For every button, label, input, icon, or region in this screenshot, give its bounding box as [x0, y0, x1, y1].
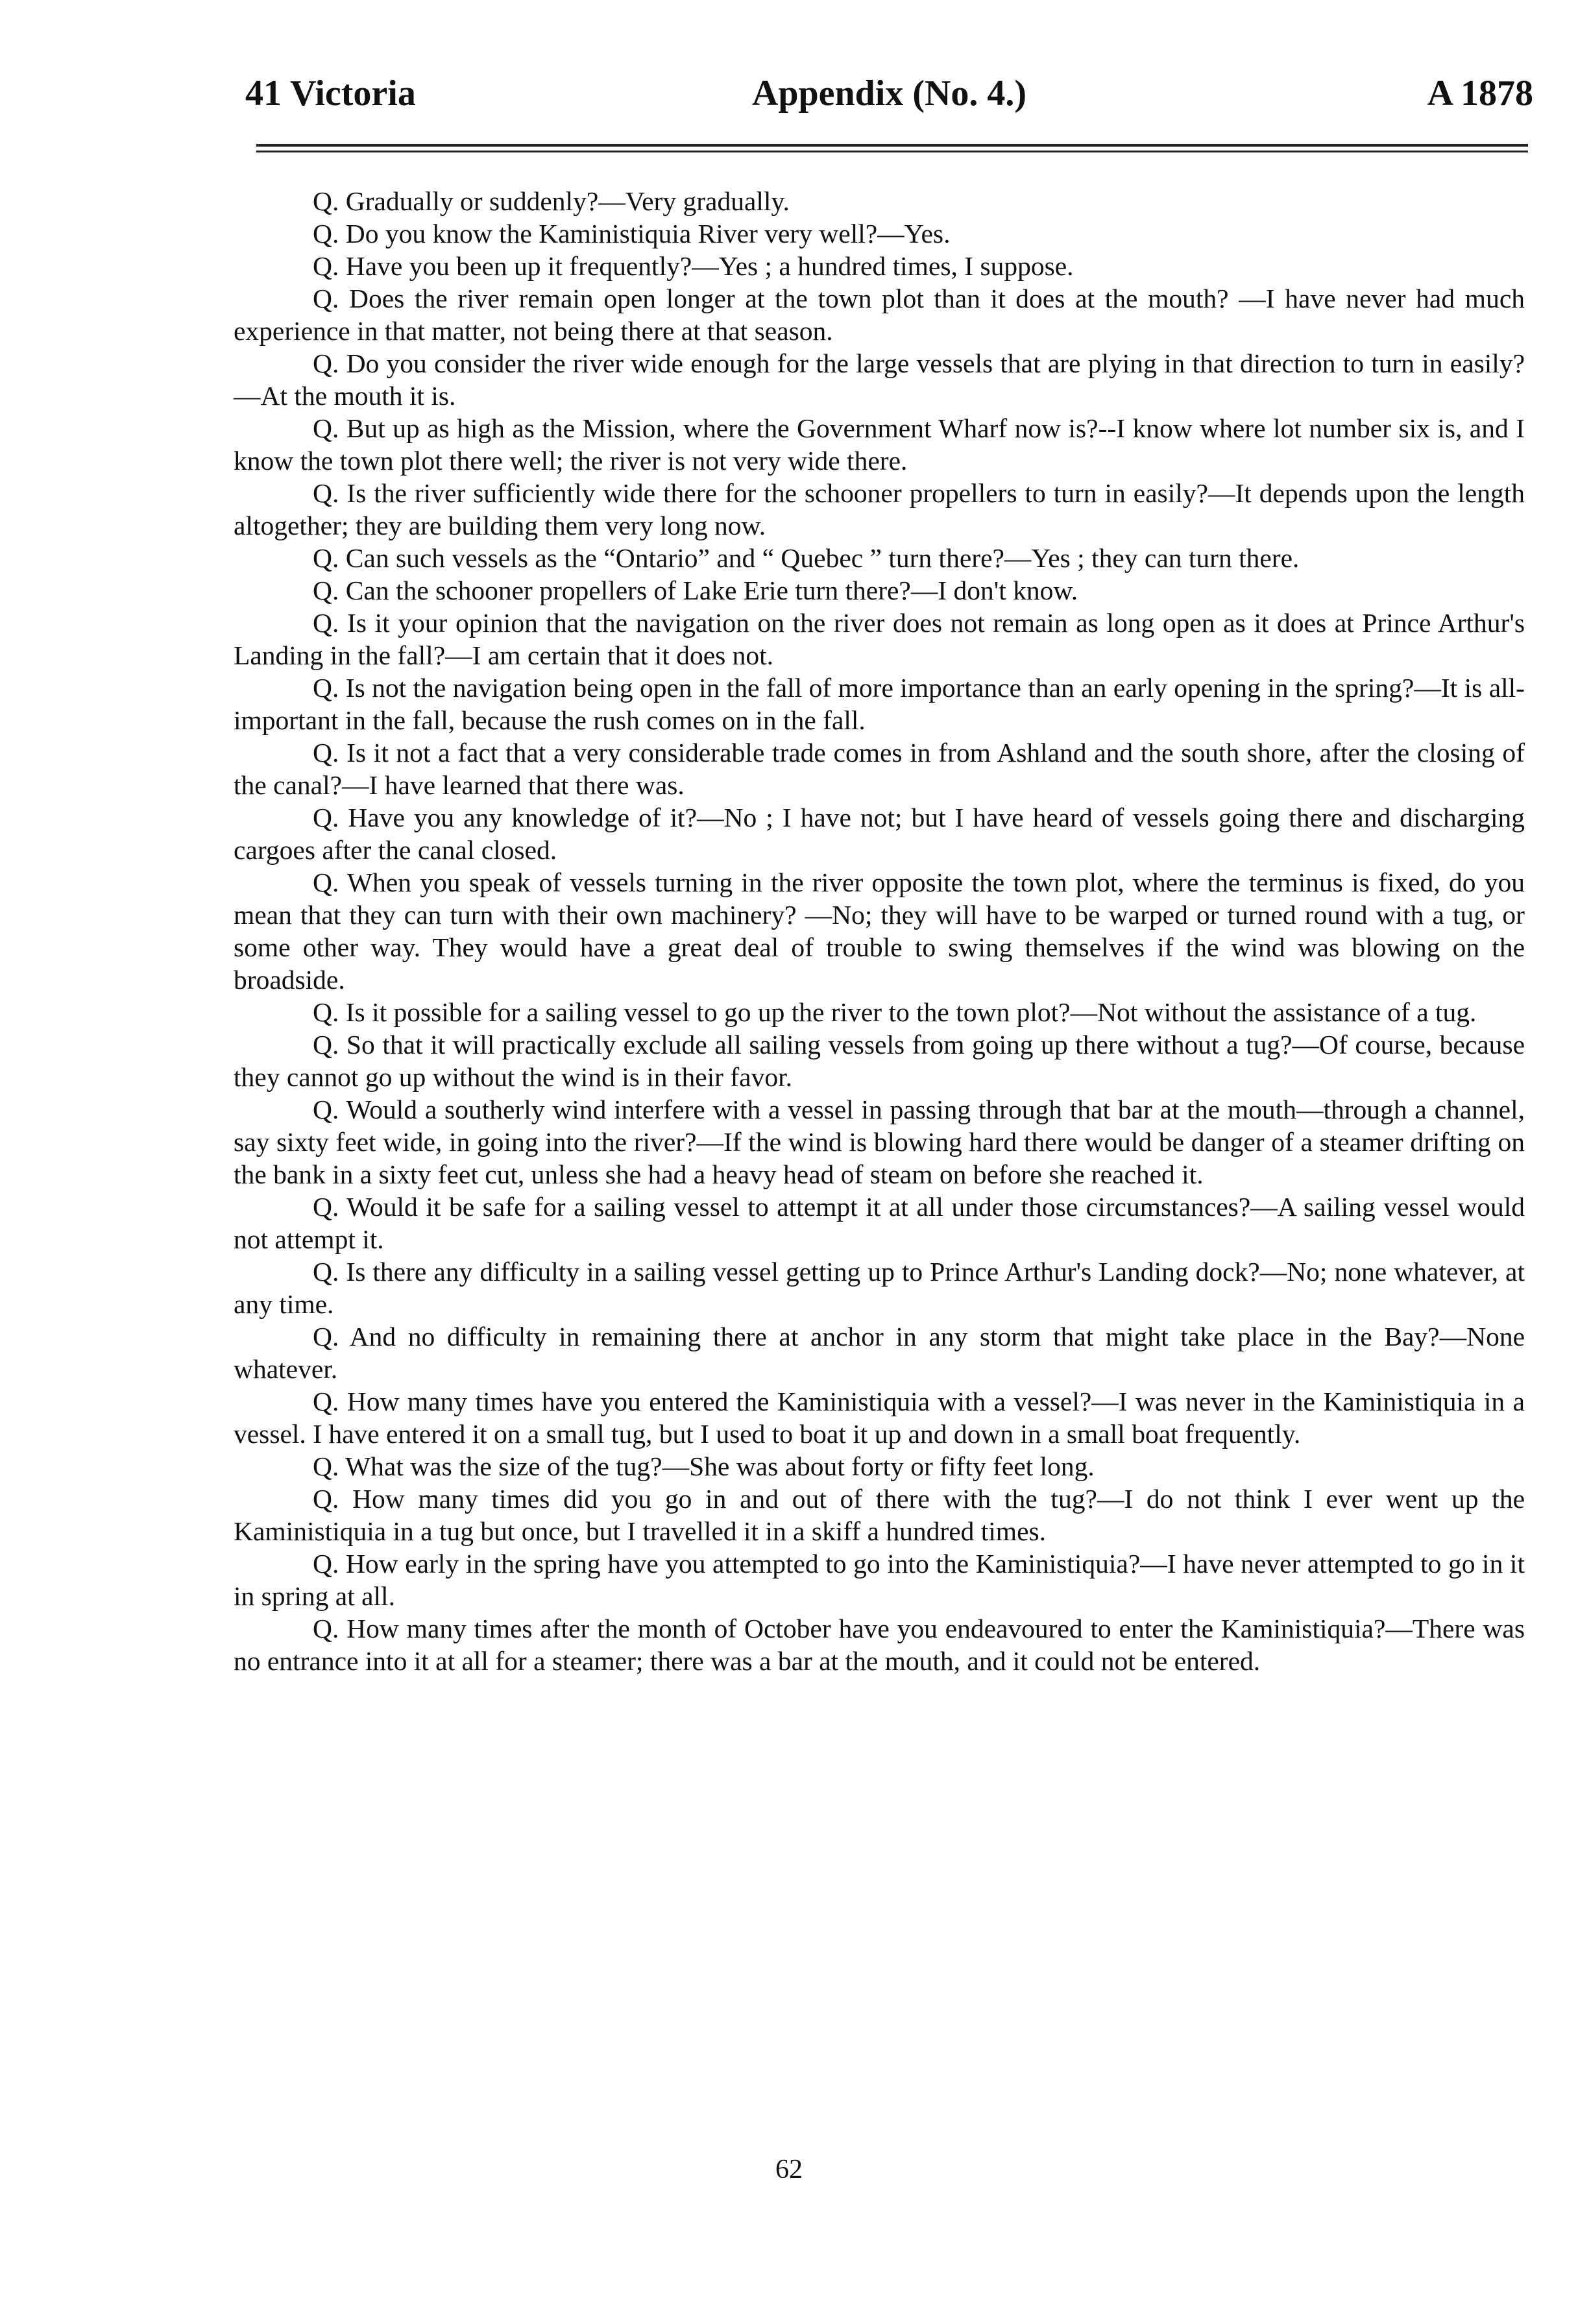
header-appendix: Appendix (No. 4.)	[751, 73, 1027, 114]
running-header	[245, 73, 1533, 125]
paragraph: Q. Would a southerly wind interfere with a vessel in passing through that bar at the mouth—through a channel, say sixty feet wide, in going into the river?—If the wind is blowing hard there would be danger of a steamer drifting on the bank in a sixty feet cut, unless she had a heavy head of steam on before she reached it.	[234, 1095, 1525, 1189]
header-year: A 1878	[1427, 73, 1533, 114]
paragraph: Q. Gradually or suddenly?—Very gradually.	[313, 186, 790, 216]
paragraph: Q. Is there any difficulty in a sailing vessel getting up to Prince Arthur's Landing dock?—No; none whatever, at any time.	[234, 1257, 1525, 1319]
header-rule-bottom	[256, 151, 1528, 152]
paragraph: Q. So that it will practically exclude all sailing vessels from going up there without a tug?—Of course, because they cannot go up without the wind is in their favor.	[234, 1030, 1525, 1092]
paragraph: Q. Is the river sufficiently wide there for the schooner propellers to turn in easily?—It depends upon the length altogether; they are building them very long now.	[234, 478, 1525, 540]
header-rule-top	[256, 144, 1528, 147]
paragraph: Q. Would it be safe for a sailing vessel to attempt it at all under those circumstances?—A sailing vessel would not attempt it.	[234, 1192, 1525, 1254]
page-number: 62	[775, 2155, 803, 2185]
paragraph: Q. Have you been up it frequently?—Yes ; a hundred times, I suppose.	[313, 251, 1074, 281]
paragraph: Q. How many times after the month of October have you endeavoured to enter the Kaministiquia?—There was no entrance into it at all for a steamer; there was a bar at the mouth, and it could not be entered.	[234, 1614, 1525, 1676]
paragraph: Q. And no difficulty in remaining there at anchor in any storm that might take place in the Bay?—None whatever.	[234, 1322, 1525, 1384]
paragraph: Q. Can such vessels as the “Ontario” and “ Quebec ” turn there?—Yes ; they can turn there.	[313, 543, 1300, 573]
paragraph: Q. How early in the spring have you attempted to go into the Kaministiquia?—I have never attempted to go in it in spring at all.	[234, 1549, 1525, 1611]
paragraph: Q. What was the size of the tug?—She was about forty or fifty feet long.	[313, 1451, 1095, 1481]
paragraph: Q. Do you know the Kaministiquia River very well?—Yes.	[313, 219, 951, 248]
paragraph: Q. Can the schooner propellers of Lake Erie turn there?—I don't know.	[313, 575, 1078, 605]
paragraph: Q. Is it not a fact that a very considerable trade comes in from Ashland and the south shore, after the closing of the canal?—I have learned that there was.	[234, 738, 1525, 800]
paragraph: Q. But up as high as the Mission, where the Government Wharf now is?--I know where lot number six is, and I know the town plot there well; the river is not very wide there.	[234, 413, 1525, 476]
paragraph: Q. Is it your opinion that the navigation on the river does not remain as long open as it does at Prince Arthur's Landing in the fall?—I am certain that it does not.	[234, 608, 1525, 670]
testimony-body	[234, 185, 1525, 1677]
paragraph: Q. Have you any knowledge of it?—No ; I have not; but I have heard of vessels going there and discharging cargoes after the canal closed.	[234, 803, 1525, 865]
paragraph: Q. Does the river remain open longer at the town plot than it does at the mouth? —I have never had much experience in that matter, not being there at that season.	[234, 284, 1525, 346]
paragraph: Q. When you speak of vessels turning in the river opposite the town plot, where the terminus is fixed, do you mean that they can turn with their own machinery? —No; they will have to be warped or turned round with a tug, or some other way. They would have a great deal of trouble to swing themselves if the wind was blowing on the broadside.	[234, 867, 1525, 995]
paragraph: Q. Do you consider the river wide enough for the large vessels that are plying in that direction to turn in easily?—At the mouth it is.	[234, 348, 1525, 411]
paragraph: Q. Is not the navigation being open in the fall of more importance than an early opening in the spring?—It is all-important in the fall, because the rush comes on in the fall.	[234, 673, 1525, 735]
paragraph: Q. How many times have you entered the Kaministiquia with a vessel?—I was never in the Kaministiquia in a vessel. I have entered it on a small tug, but I used to boat it up and down in a small boat frequently.	[234, 1386, 1525, 1449]
paragraph: Q. Is it possible for a sailing vessel to go up the river to the town plot?—Not without the assistance of a tug.	[313, 997, 1477, 1027]
header-session: 41 Victoria	[245, 73, 416, 114]
paragraph: Q. How many times did you go in and out of there with the tug?—I do not think I ever went up the Kaministiquia in a tug but once, but I travelled it in a skiff a hundred times.	[234, 1484, 1525, 1546]
